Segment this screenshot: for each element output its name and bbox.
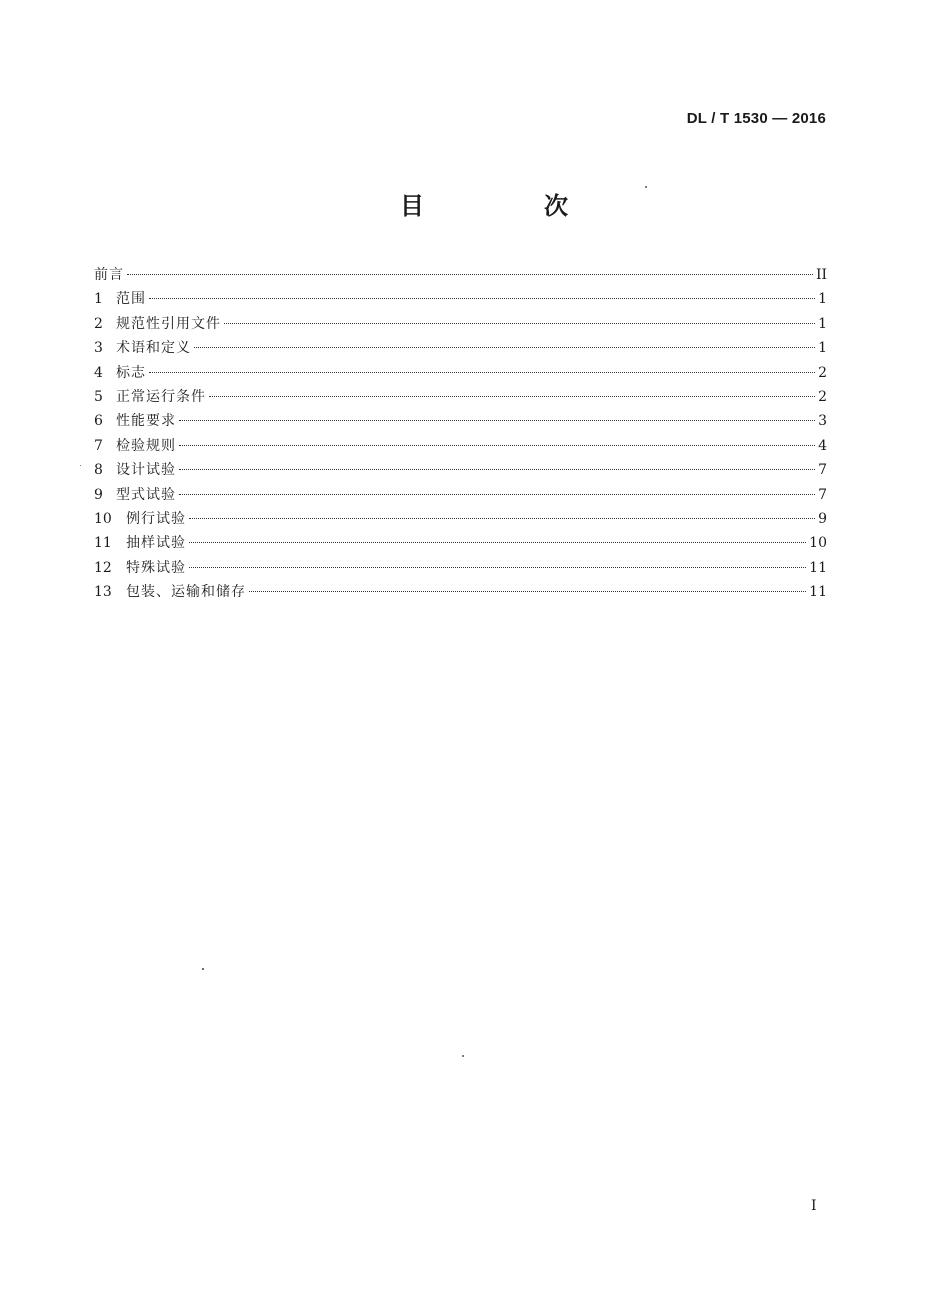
toc-entry-10[interactable] [94,507,827,531]
toc-entry-page: 1 [818,291,827,308]
standard-code: DL / T 1530 — 2016 [686,110,826,127]
dot-leader [224,323,815,324]
toc-entry-number: 8 [94,462,103,479]
toc-entry-label: 抽样试验 [126,535,186,552]
dot-leader [179,445,815,446]
toc-entry-number: 3 [94,340,103,357]
page-number: I [811,1198,817,1214]
toc-entry-label: 前言 [94,267,124,283]
toc-entry-4[interactable] [94,361,827,385]
page-title: 目 次 [400,192,616,220]
dot-leader [179,494,815,495]
toc-entry-page: 11 [809,584,827,601]
toc-entry-page: 11 [809,559,827,576]
toc-entry-page: 10 [809,535,827,552]
dot-leader [127,274,813,275]
toc-entry-8[interactable] [94,458,827,482]
scan-speck [645,186,647,188]
toc-entry-7[interactable] [94,434,827,458]
toc-entry-label: 标志 [116,364,146,381]
toc-entry-label: 规范性引用文件 [116,315,221,332]
toc-entry-page: 1 [818,315,827,332]
toc-entry-number: 2 [94,315,103,332]
scan-speck [202,968,204,970]
toc-entry-label: 性能要求 [116,413,176,430]
dot-leader [194,347,815,348]
table-of-contents [94,263,827,604]
toc-entry-number: 11 [94,535,112,552]
toc-entry-12[interactable] [94,556,827,580]
toc-entry-6[interactable] [94,409,827,433]
toc-entry-label: 检验规则 [116,437,176,454]
toc-entry-label: 设计试验 [116,462,176,479]
toc-entry-foreword[interactable] [94,263,827,287]
dot-leader [179,469,815,470]
toc-entry-label: 术语和定义 [116,340,191,357]
toc-entry-page: 1 [818,340,827,357]
dot-leader [249,591,806,592]
toc-entry-page: 9 [818,510,827,527]
toc-entry-9[interactable] [94,483,827,507]
toc-entry-label: 型式试验 [116,486,176,503]
toc-entry-3[interactable] [94,336,827,360]
toc-entry-number: 12 [94,559,112,576]
toc-entry-5[interactable] [94,385,827,409]
dot-leader [189,567,806,568]
dot-leader [149,298,815,299]
toc-entry-label: 正常运行条件 [116,388,206,405]
toc-entry-page: 7 [818,462,827,479]
toc-entry-page: 2 [818,388,827,405]
toc-entry-number: 10 [94,510,112,527]
dot-leader [149,372,815,373]
toc-entry-1[interactable] [94,287,827,311]
toc-entry-2[interactable] [94,312,827,336]
toc-entry-page: 3 [818,413,827,430]
scan-speck [462,1055,464,1057]
toc-entry-label: 范围 [116,291,146,308]
toc-entry-page: 7 [818,486,827,503]
toc-entry-number: 7 [94,437,103,454]
toc-entry-number: 5 [94,388,103,405]
toc-entry-page: II [815,267,827,283]
toc-entry-11[interactable] [94,531,827,555]
toc-entry-number: 1 [94,291,103,308]
toc-entry-13[interactable] [94,580,827,604]
dot-leader [189,518,815,519]
toc-entry-number: 6 [94,413,103,430]
scan-speck [80,465,81,466]
toc-entry-page: 4 [818,437,827,454]
toc-entry-label: 包装、运输和储存 [126,584,246,601]
dot-leader [209,396,815,397]
dot-leader [179,420,815,421]
toc-entry-number: 9 [94,486,103,503]
toc-entry-page: 2 [818,364,827,381]
toc-entry-label: 例行试验 [126,510,186,527]
toc-entry-number: 4 [94,364,103,381]
toc-entry-label: 特殊试验 [126,559,186,576]
toc-entry-number: 13 [94,584,112,601]
dot-leader [189,542,806,543]
